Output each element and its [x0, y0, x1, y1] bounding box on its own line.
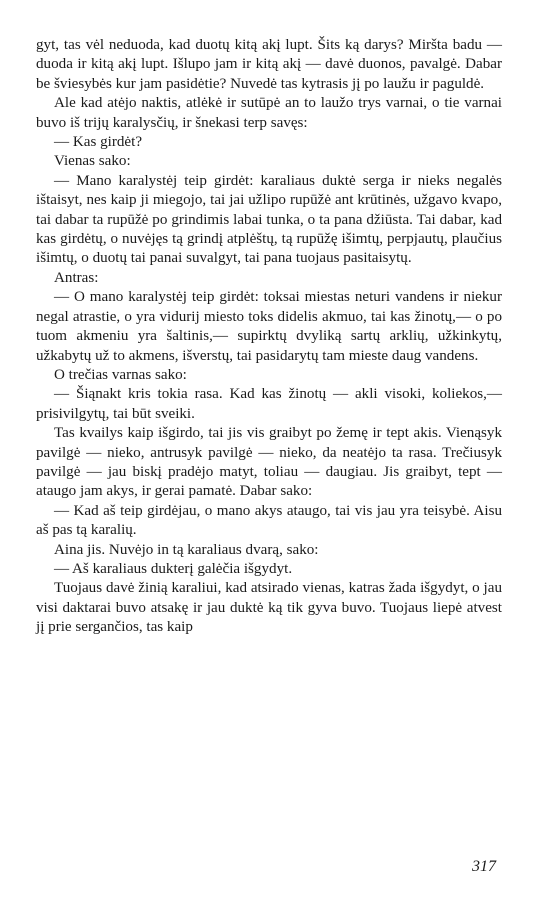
paragraph: — O mano karalystėj teip girdėt: toksai miestas neturi vandens ir niekur negal atrastie, o yra vidurij miesto toks didelis akmuo, tai kas žinotų,— o po tuom akmeniu yra šaltinis,— supirktų dvyliką sartų arklių, užkinkytų, užkabytų už to akmens, išverstų, tai pasidarytų tam mieste daug vandens. — [36, 289, 502, 364]
page-text — [36, 36, 502, 638]
paragraph: Tas kvailys kaip išgirdo, tai jis vis graibyt po žemę ir tept akis. Vienąsyk pavilgė — nieko, antrusyk pavilgė — nieko, da neatėjo ta rasa. Trečiusyk pavilgė — jau biskį pradėjo matyt, toliau — daugiau. Jis graibyt, tept — ataugo jam akys, ir gerai pamatė. Dabar sako: — [36, 425, 502, 500]
paragraph: gyt, tas vėl neduoda, kad duotų kitą akį lupt. Šits ką darys? Miršta badu — duoda ir kitą akį lupt. Išlupo jam ir kitą akį — davė duonos, pavalgė. Dabar be šviesybės kur jam pasidėtie? Nuvedė tas kytrasis jį po laužu ir paguldė. — [36, 37, 502, 92]
paragraph: — Mano karalystėj teip girdėt: karaliaus duktė serga ir nieks negalės ištaisyt, nes kaip ji miegojo, tai jai užlipo rupūžė ant krūtinės, užgavo kvapo, tai dabar ta rupūžė po grindimis labai tunka, o ta pana džiūsta. Tai dabar, kad kas girdėtų, o nuvėjęs tą grindį atplėštų, tą rupūžę išimtų, perpjautų, plaučius išimtų, o duotų tai panai suvalgyt, tai pana tuojaus pasitaisytų. — [36, 172, 502, 267]
paragraph: — Kas girdėt? — [54, 134, 143, 151]
paragraph: Antras: — [54, 269, 99, 286]
paragraph: — Kad aš teip girdėjau, o mano akys ataugo, tai vis jau yra teisybė. Aisu aš pas tą karalių. — [36, 502, 502, 539]
paragraph: Vienas sako: — [54, 153, 131, 170]
paragraph: Ale kad atėjo naktis, atlėkė ir sutūpė an to laužo trys varnai, o tie varnai buvo iš trijų karalysčių, ir šnekasi terp savęs: — [36, 95, 502, 131]
paragraph: — Aš karaliaus dukterį galėčia išgydyt. — [54, 560, 293, 577]
page-number: 317 — [472, 858, 496, 875]
paragraph: — Šiąnakt kris tokia rasa. Kad kas žinotų — akli visoki, koliekos,— prisivilgytų, tai būt sveiki. — [36, 386, 502, 422]
paragraph: Aina jis. Nuvėjo in tą karaliaus dvarą, sako: — [54, 541, 319, 558]
paragraph: O trečias varnas sako: — [54, 366, 187, 383]
paragraph: Tuojaus davė žinią karaliui, kad atsirado vienas, katras žada išgydyt, o jau visi daktarai buvo atsakę ir jau duktė ką tik gyva buvo. Tuojaus liepė atvest jį prie sergančios, tas kaip — [36, 580, 502, 636]
